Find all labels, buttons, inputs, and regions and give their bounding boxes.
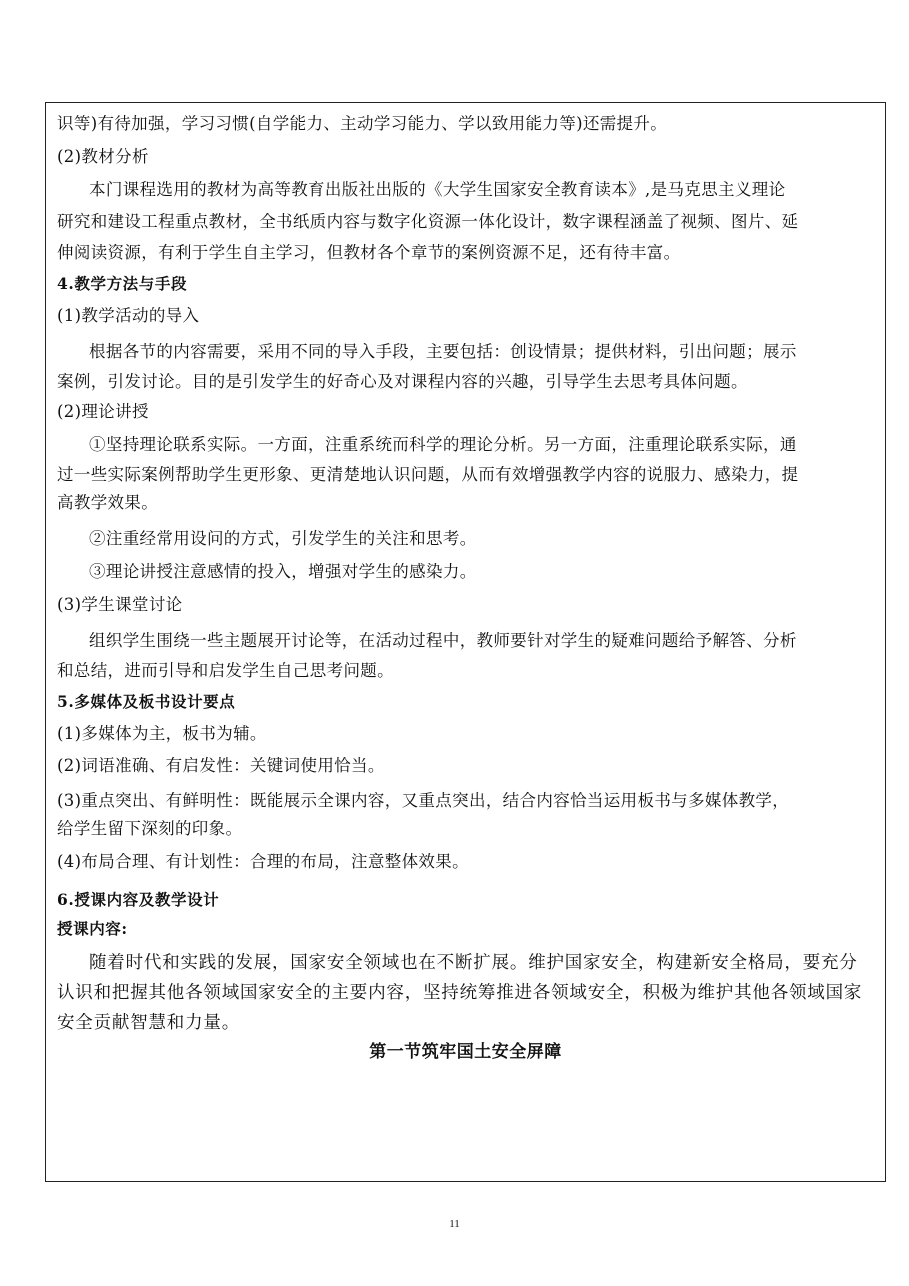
subheading: (3)学生课堂讨论 bbox=[57, 595, 183, 614]
paragraph-line: 伸阅读资源，有利于学生自主学习，但教材各个章节的案例资源不足，还有待丰富。 bbox=[57, 243, 681, 262]
paragraph-line: 安全贡献智慧和力量。 bbox=[57, 1013, 240, 1033]
list-item: (3)重点突出、有鲜明性：既能展示全课内容，又重点突出，结合内容恰当运用板书与多媒体教学， bbox=[57, 791, 790, 810]
section-heading: 5.多媒体及板书设计要点 bbox=[57, 692, 236, 711]
section-heading: 4.教学方法与手段 bbox=[57, 274, 188, 293]
paragraph-line: 根据各节的内容需要，采用不同的导入手段，主要包括：创设情景；提供材料，引出问题；展示 bbox=[89, 342, 797, 361]
paragraph-line: 认识和把握其他各领域国家安全的主要内容，坚持统筹推进各领域安全，积极为维护其他各领域国家 bbox=[57, 983, 863, 1003]
list-item: (2)词语准确、有启发性：关键词使用恰当。 bbox=[57, 756, 385, 775]
paragraph-line: ①坚持理论联系实际。一方面，注重系统而科学的理论分析。另一方面，注重理论联系实际，通 bbox=[89, 435, 797, 454]
list-item: (4)布局合理、有计划性：合理的布局，注意整体效果。 bbox=[57, 852, 469, 871]
section-heading: 6.授课内容及教学设计 bbox=[57, 890, 220, 909]
paragraph-line: 过一些实际案例帮助学生更形象、更清楚地认识问题，从而有效增强教学内容的说服力、感染力，提 bbox=[57, 465, 799, 484]
paragraph-line: ②注重经常用设问的方式，引发学生的关注和思考。 bbox=[89, 529, 477, 548]
page-number: 11 bbox=[449, 1218, 460, 1230]
paragraph-line: ③理论讲授注意感情的投入，增强对学生的感染力。 bbox=[89, 562, 477, 581]
paragraph-line: 案例，引发讨论。目的是引发学生的好奇心及对课程内容的兴趣，引导学生去思考具体问题。 bbox=[57, 372, 748, 391]
paragraph-line: 本门课程选用的教材为高等教育出版社出版的《大学生国家安全教育读本》,是马克思主义理论 bbox=[89, 180, 786, 199]
section-title: 第一节筑牢国土安全屏障 bbox=[369, 1042, 562, 1062]
subheading: (2)理论讲授 bbox=[57, 402, 149, 421]
subheading: (2)教材分析 bbox=[57, 147, 149, 166]
paragraph-line: 组织学生围绕一些主题展开讨论等，在活动过程中，教师要针对学生的疑难问题给予解答、分析 bbox=[89, 631, 797, 650]
paragraph-line: 随着时代和实践的发展，国家安全领域也在不断扩展。维护国家安全，构建新安全格局，要充分 bbox=[89, 953, 858, 973]
list-item: 给学生留下深刻的印象。 bbox=[57, 819, 243, 838]
text-line: 识等)有待加强，学习习惯(自学能力、主动学习能力、学以致用能力等)还需提升。 bbox=[57, 114, 668, 133]
paragraph-line: 和总结，进而引导和启发学生自己思考问题。 bbox=[57, 661, 394, 680]
content-frame bbox=[45, 102, 886, 1182]
subheading: (1)教学活动的导入 bbox=[57, 306, 200, 325]
paragraph-line: 高教学效果。 bbox=[57, 493, 159, 512]
list-item: (1)多媒体为主，板书为辅。 bbox=[57, 724, 267, 743]
paragraph-line: 研究和建设工程重点教材，全书纸质内容与数字化资源一体化设计，数字课程涵盖了视频、图片、延 bbox=[57, 212, 799, 231]
label-heading: 授课内容: bbox=[57, 919, 128, 938]
